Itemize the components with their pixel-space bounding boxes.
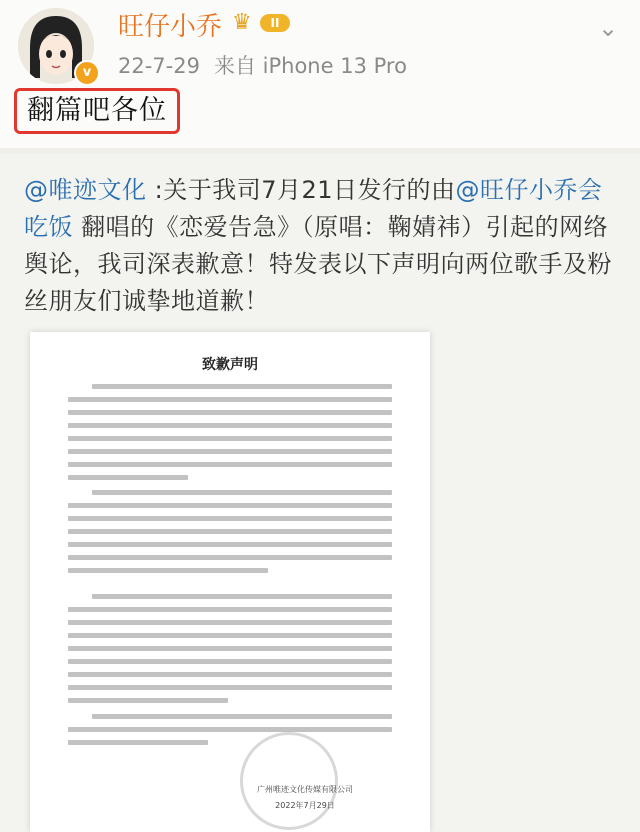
crown-level-icon: ♛ <box>232 10 252 35</box>
repost-text-part: :关于我司7月21日发行的由 <box>146 176 456 204</box>
post-meta <box>118 50 407 80</box>
username[interactable]: 旺仔小乔 <box>118 12 223 42</box>
post-text: 翻篇吧各位 <box>14 88 180 134</box>
mention-link[interactable]: @唯迹文化 <box>24 176 147 204</box>
document-title: 致歉声明 <box>202 357 258 373</box>
level-badge[interactable] <box>232 10 296 36</box>
company-seal <box>240 732 338 830</box>
verified-badge-icon: v <box>74 60 100 86</box>
chevron-down-icon[interactable]: ⌄ <box>598 14 619 42</box>
post-source: 来自 iPhone 13 Pro <box>213 54 407 78</box>
document-signer: 广州唯迹文化传媒有限公司 <box>257 785 353 794</box>
document-sign-date: 2022年7月29日 <box>275 801 335 810</box>
repost-text-part: 翻唱的《恋爱告急》（原唱：鞠婧祎）引起的网络舆论，我司深表歉意！特发表以下声明向两位歌手及粉丝朋友们诚挚地道歉！ <box>24 213 612 315</box>
apology-document-image[interactable] <box>30 332 430 832</box>
post-date: 22-7-29 <box>118 54 200 78</box>
repost-text <box>24 172 620 320</box>
mention-link[interactable]: @旺仔小乔会吃饭 <box>24 176 603 241</box>
level-label: II <box>260 14 290 32</box>
